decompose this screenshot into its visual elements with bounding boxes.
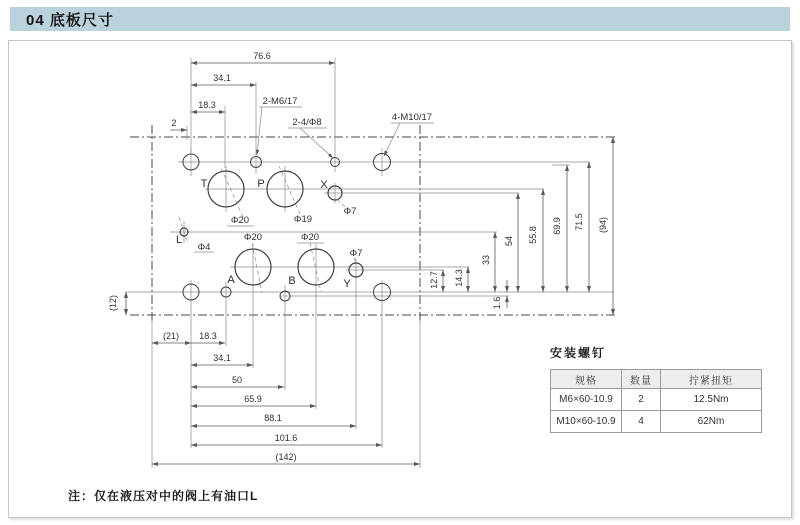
- dim-top-34-1: 34.1: [213, 73, 231, 83]
- callout-m10: 4-M10/17: [391, 112, 433, 123]
- port-P-label: P: [257, 178, 265, 190]
- dim-bot-101-6: 101.6: [274, 433, 298, 443]
- dim-bot-21: (21): [162, 331, 180, 341]
- dim-right-55-8: 55.8: [528, 226, 538, 244]
- port-B-dia: Φ20: [300, 232, 320, 243]
- dim-bot-50: 50: [231, 375, 243, 385]
- dim-right-33: 33: [481, 254, 491, 266]
- port-T-label: T: [200, 178, 208, 190]
- cell-spec: M10×60-10.9: [551, 411, 622, 433]
- port-Y-dia: Φ7: [349, 248, 363, 259]
- ports: [180, 171, 363, 285]
- extension-lines: [126, 58, 614, 468]
- dim-right-14-3: 14.3: [454, 269, 464, 287]
- dim-bot-88-1: 88.1: [264, 413, 282, 423]
- dim-top-76-6: 76.6: [253, 51, 271, 61]
- port-Y-label: Y: [343, 278, 351, 290]
- dimension-lines: [126, 63, 613, 464]
- table-row: [551, 411, 762, 433]
- cell-torque: 12.5Nm: [661, 389, 762, 411]
- port-L-label: L: [175, 234, 183, 246]
- dim-right-54: 54: [504, 235, 514, 247]
- cell-torque: 62Nm: [661, 411, 762, 433]
- table-title: 安装螺钉: [550, 346, 607, 360]
- dim-right-1-6: 1.6: [492, 296, 502, 310]
- port-L-dia: Φ4: [197, 242, 211, 253]
- dim-right-94: (94): [598, 216, 608, 234]
- port-X-label: X: [320, 179, 328, 191]
- dim-bot-65-9: 65.9: [244, 394, 262, 404]
- dim-bot-18-3: 18.3: [199, 331, 217, 341]
- port-T-dia: Φ20: [230, 215, 250, 226]
- dim-right-12-7: 12.7: [429, 271, 439, 289]
- col-header-qty: 数量: [622, 370, 661, 389]
- dim-bot-142: (142): [275, 452, 297, 462]
- dim-left-12: (12): [108, 294, 118, 312]
- cell-qty: 2: [622, 389, 661, 411]
- footnote: 注：仅在液压对中的阀上有油口L: [68, 489, 259, 503]
- dim-right-69-9: 69.9: [552, 217, 562, 235]
- port-A-dia: Φ20: [243, 232, 263, 243]
- mounting-screw-section: [550, 344, 762, 433]
- callout-phi8: 2-4/Φ8: [292, 117, 322, 128]
- dim-bot-34-1: 34.1: [213, 353, 231, 363]
- cell-qty: 4: [622, 411, 661, 433]
- col-header-torque: 拧紧扭矩: [661, 370, 762, 389]
- section-title: 04 底板尺寸: [26, 11, 114, 29]
- callout-m6: 2-M6/17: [262, 96, 298, 107]
- port-X-dia: Φ7: [343, 206, 357, 217]
- port-P-dia: Φ19: [293, 214, 313, 225]
- col-header-spec: 规格: [551, 370, 622, 389]
- mounting-screw-table: [550, 369, 762, 433]
- leader-lines: [179, 107, 434, 293]
- dim-top-18-3: 18.3: [198, 100, 216, 110]
- dim-top-2: 2: [171, 118, 177, 128]
- port-A-label: A: [227, 274, 235, 286]
- cell-spec: M6×60-10.9: [551, 389, 622, 411]
- port-B-label: B: [288, 275, 296, 287]
- dim-right-71-5: 71.5: [574, 213, 584, 231]
- table-row: [551, 389, 762, 411]
